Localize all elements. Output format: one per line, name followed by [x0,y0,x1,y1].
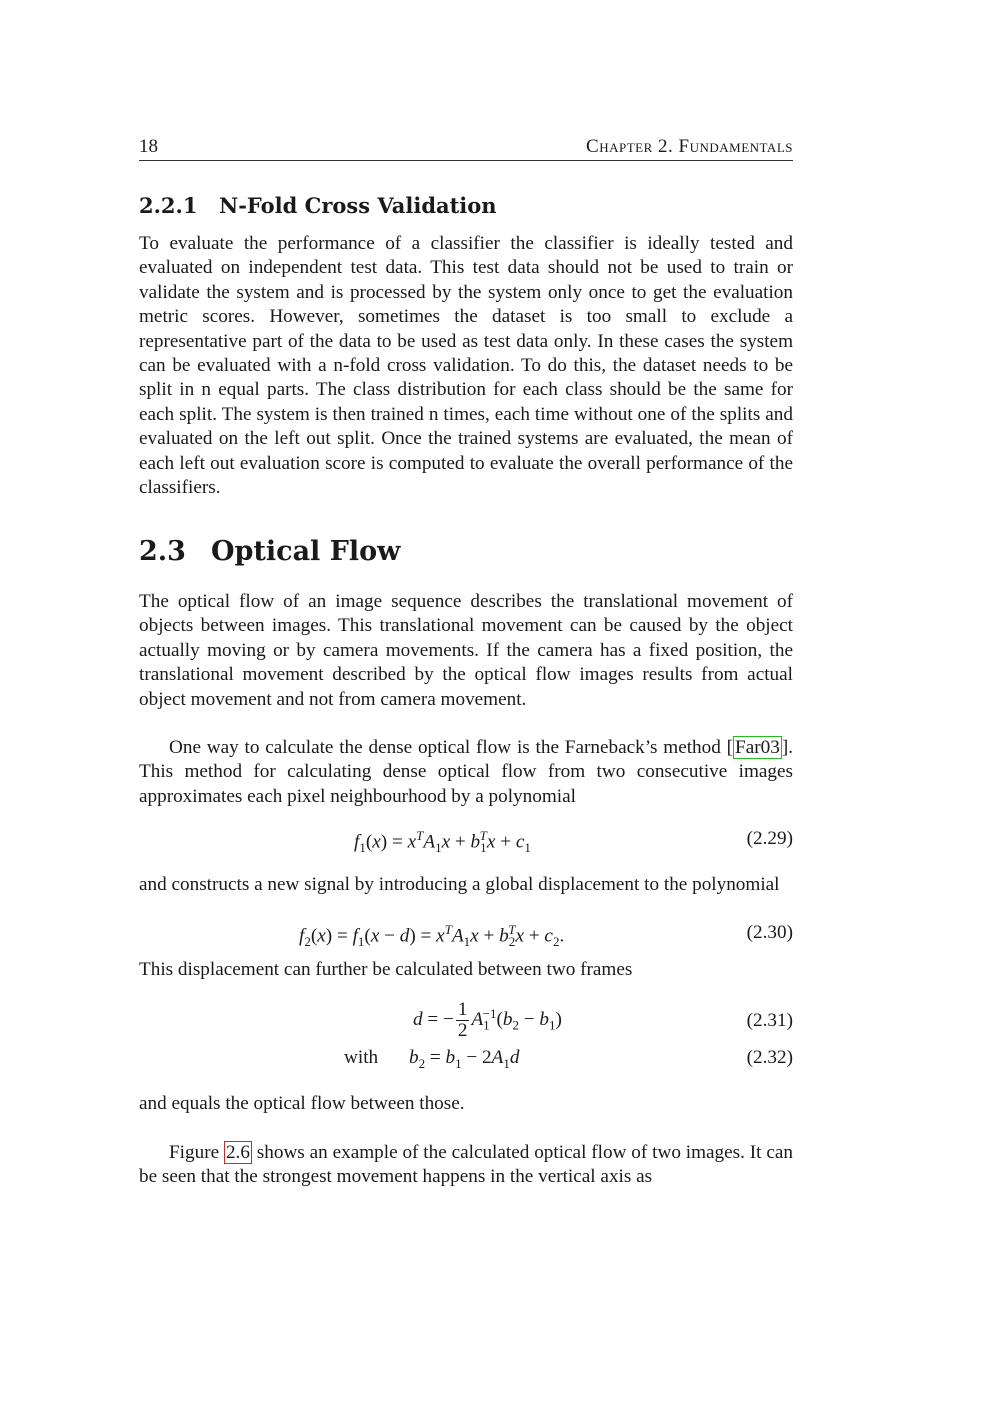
citation-link[interactable]: Far03 [735,737,780,758]
paragraph-farneback: One way to calculate the dense optical flow is the Farneback’s method [ Far03 ]. This method for calculating dense optical flow from two consecutive images approximates each pixel neighbourhood by a polynomial [139,737,793,807]
paragraph-text: . This method for calculating dense optical flow from two consecutive images approximates each pixel neighbourhood by a polynomial [139,737,793,807]
equation-number: (2.30) [746,922,793,943]
section-number: 2.3 [139,536,186,567]
with-label: with [344,1047,379,1068]
equation-expression: $f_1(x) = x^TA_1x + b_1^Tx + c_1$ [354,828,531,856]
equation-expression: $b_2 = b_1 - 2A_1d$ [409,1047,520,1071]
paragraph-figure-reference [139,1141,793,1190]
equation-number: (2.29) [746,828,793,849]
paragraph-optical-flow-intro: The optical flow of an image sequence describes the translational movement of objects between images. This translational movement can be caused by the object actually moving or by camera movements. If the camera has a fixed position, the translational movement described by the optical flow images results from actual object movement and not from camera movement. [139,591,793,710]
subsection-heading [139,193,497,218]
subsection-number: 2.2.1 [139,193,198,218]
paragraph-displacement: and constructs a new signal by introducing a global displacement to the polynomial [139,874,780,895]
fraction [456,1000,470,1041]
running-header [139,134,793,161]
paragraph-text: One way to calculate the dense optical flow is the Farneback’s method [169,737,727,758]
fraction-numerator: 1 [457,999,468,1020]
subsection-title: N-Fold Cross Validation [219,193,497,218]
equation-2-31 [139,1000,793,1046]
paragraph-text: Figure [169,1142,224,1163]
equation-number: (2.31) [746,1010,793,1031]
section-heading [139,536,400,567]
equation-2-32 [139,1047,793,1077]
figure-link[interactable]: 2.6 [225,1142,250,1163]
equation-expression: $f_2(x) = f_1(x - d) = x^TA_1x + b_2^Tx + c_2$. [299,922,565,950]
section-title: Optical Flow [211,536,401,567]
chapter-title: Chapter 2. Fundamentals [586,136,793,157]
equation-expression: d = − $\frac{1}{2}$ $A_1^{-1}(b_2 - b_1)$ [413,999,562,1041]
fraction-denominator: 2 [457,1020,468,1041]
page-number: 18 [139,136,158,157]
equation-number: (2.32) [746,1047,793,1068]
equation-2-29 [139,828,793,858]
paragraph-equals: and equals the optical flow between those. [139,1093,465,1114]
equation-2-30 [139,922,793,952]
paragraph-frames: This displacement can further be calculated between two frames [139,959,633,980]
paragraph-text: shows an example of the calculated optical flow of two images. It can be seen that the strongest movement happens in the vertical axis as [139,1142,793,1188]
subsection-paragraph: To evaluate the performance of a classifier the classifier is ideally tested and evaluated on independent test data. This test data should not be used to train or validate the system and is processed by the system only once to get the evaluation metric scores. However, sometimes the dataset is too small to exclude a representative part of the data to be used as test data only. In these cases the system can be evaluated with a n-fold cross validation. To do this, the dataset needs to be split in n equal parts. The class distribution for each class should be the same for each split. The system is then trained n times, each time without one of the splits and evaluated on the left out split. Once the trained systems are evaluated, the mean of each left out evaluation score is computed to evaluate the overall performance of the classifiers. [139,233,793,499]
